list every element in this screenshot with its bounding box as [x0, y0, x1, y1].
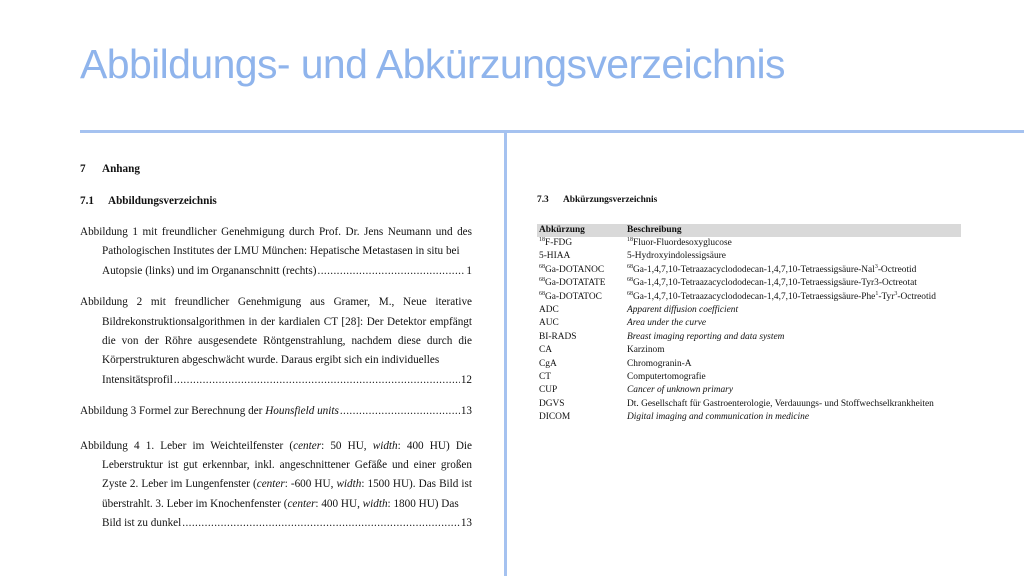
abbreviation-text: CA [539, 345, 553, 356]
abbreviation-text: AUC [539, 318, 559, 329]
dot-leader [318, 262, 466, 281]
abbreviation-cell [537, 264, 625, 277]
table-row [537, 291, 961, 304]
chapter-heading [80, 160, 472, 179]
superscript: 68 [627, 263, 633, 270]
section-heading [537, 195, 961, 205]
abbreviation-text: BI-RADS [539, 331, 577, 342]
description-text: 5-Hydroxyindolessigsäure [627, 251, 726, 262]
section-title: Abbildungsverzeichnis [108, 195, 217, 207]
description-cell [625, 398, 961, 411]
description-text: Breast imaging reporting and data system [627, 331, 785, 342]
description-text: Chromogranin-A [627, 358, 692, 369]
page-number: 12 [460, 373, 472, 386]
isotope-superscript: 68 [539, 290, 545, 297]
caption-segment: : 400 HU, [315, 497, 363, 510]
figure-caption-end: Bild ist zu dunkel [102, 517, 182, 530]
column-header-abbreviation: Abkürzung [537, 224, 625, 237]
superscript: 18 [627, 236, 633, 243]
description-cell [625, 304, 961, 317]
column-header-description: Beschreibung [625, 224, 961, 237]
description-cell [625, 384, 961, 397]
abbreviation-text: Ga-DOTATOC [545, 291, 602, 302]
dot-leader [340, 402, 460, 421]
figure-caption-end: Autopsie (links) und im Organanschnitt (rechts) [102, 264, 317, 277]
table-row [537, 250, 961, 263]
abbreviation-table [537, 224, 961, 425]
abbreviation-text: DGVS [539, 398, 565, 409]
figure-caption-end: Intensitätsprofil [102, 373, 173, 386]
abbreviation-cell [537, 317, 625, 330]
description-text: Area under the curve [627, 318, 707, 329]
figure-index-page [80, 160, 472, 546]
description-cell [625, 358, 961, 371]
description-text: Karzinom [627, 345, 665, 356]
section-number: 7.3 [537, 195, 549, 205]
abbreviation-index-page [537, 195, 961, 425]
abbreviation-text: Ga-DOTANOC [545, 264, 605, 275]
caption-segment-italic: center [293, 439, 322, 452]
abbreviation-text: Ga-DOTATATE [545, 278, 606, 289]
caption-segment: : 50 HU, [321, 439, 373, 452]
figure-label: Abbildung 4 [80, 439, 140, 452]
abbreviation-text: DICOM [539, 412, 571, 423]
figure-label: Abbildung 1 [80, 226, 138, 238]
column-divider [504, 131, 507, 576]
description-text: Cancer of unknown primary [627, 385, 733, 396]
figure-caption: mit freundlicher Genehmigung durch Prof. Dr. Jens Neumann und des Pathologischen Institutes der LMU München: Hepatische Metastasen in situ bei [102, 226, 472, 258]
abbreviation-cell [537, 398, 625, 411]
table-header-row [537, 224, 961, 237]
chapter-title: Anhang [102, 163, 140, 175]
caption-segment: : 1800 HU) Das [387, 497, 459, 510]
table-row [537, 411, 961, 424]
figure-caption: mit freundlicher Genehmigung aus Gramer, M., Neue iterative Bildrekonstruktionsalgorithmen in der kardialen CT [28]: Der Detektor empfängt die von der Röhre ausgesendete Röntgenstrahlung, nachdem diese durch die Körperstrukturen abgeschwächt wurde. Daraus ergibt sich ein individuelles [102, 296, 473, 367]
abbreviation-cell [537, 344, 625, 357]
figure-caption [80, 402, 339, 421]
description-cell [625, 237, 961, 250]
description-cell [625, 344, 961, 357]
table-row [537, 371, 961, 384]
abbreviation-cell [537, 331, 625, 344]
table-row [537, 344, 961, 357]
table-row [537, 358, 961, 371]
caption-segment: : 1500 HU). Das Bild ist überstrahlt. 3. Leber im Knochenfenster ( [102, 478, 472, 510]
superscript: 68 [627, 277, 633, 284]
superscript: 3 [874, 263, 878, 270]
description-text: Ga-1,4,7,10-Tetraazacyclododecan-1,4,7,10-Tetraessigsäure-Tyr3-Octreotat [633, 278, 917, 289]
abbreviation-text: CT [539, 372, 551, 383]
table-row [537, 304, 961, 317]
caption-segment-italic: width [362, 497, 388, 510]
description-text: Digital imaging and communication in medicine [627, 412, 810, 423]
dot-leader [182, 514, 460, 533]
caption-segment-italic: width [336, 478, 362, 491]
description-cell [625, 250, 961, 263]
description-cell [625, 411, 961, 424]
description-text: -Octreotid [897, 291, 936, 302]
abbreviation-text: CUP [539, 385, 558, 396]
figure-caption-text: Abbildung 3 Formel zur Berechnung der [80, 405, 266, 418]
description-text: Dt. Gesellschaft für Gastroenterologie, Verdauungs- und Stoffwechselkrankheiten [627, 398, 934, 409]
abbreviation-text: 5-HIAA [539, 251, 571, 262]
description-text: Computertomografie [627, 372, 706, 383]
abbreviation-cell [537, 250, 625, 263]
description-cell [625, 264, 961, 277]
figure-label: Abbildung 2 [80, 296, 143, 309]
caption-segment-italic: center [256, 478, 285, 491]
isotope-superscript: 68 [539, 263, 545, 270]
abbreviation-cell [537, 304, 625, 317]
caption-segment-italic: width [372, 439, 398, 452]
section-number: 7.1 [80, 195, 94, 207]
description-cell [625, 331, 961, 344]
superscript: 1 [875, 290, 879, 297]
abbreviation-text: ADC [539, 305, 559, 316]
abbreviation-cell [537, 358, 625, 371]
abbreviation-text: CgA [539, 358, 557, 369]
table-row [537, 237, 961, 250]
table-row [537, 264, 961, 277]
caption-segment: 1. Leber im Weichteilfenster ( [139, 439, 294, 452]
table-row [537, 331, 961, 344]
abbreviation-cell [537, 384, 625, 397]
description-cell [625, 277, 961, 290]
table-row [537, 398, 961, 411]
description-cell [625, 317, 961, 330]
abbreviation-cell [537, 291, 625, 304]
description-cell [625, 371, 961, 384]
abbreviation-cell [537, 411, 625, 424]
superscript: 3 [894, 290, 898, 297]
caption-segment: : 400 HU) Die Leberstruktur ist gut erkennbar, inkl. angeschnittener Gefäße und einer großen Zyste 2. Leber im Lungenfenster ( [102, 439, 472, 491]
abbreviation-text: F-FDG [545, 238, 573, 248]
figure-entry-4[interactable] [80, 437, 472, 534]
caption-segment-italic: center [287, 497, 316, 510]
figure-caption-italic: Hounsfield units [265, 405, 339, 418]
description-text: Ga-1,4,7,10-Tetraazacyclododecan-1,4,7,10-Tetraessigsäure-Nal [633, 264, 875, 275]
abbreviation-cell [537, 371, 625, 384]
superscript: 68 [627, 290, 633, 297]
abbreviation-cell [537, 237, 625, 250]
slide-title: Abbildungs- und Abkürzungsverzeichnis [80, 41, 785, 87]
abbreviation-cell [537, 277, 625, 290]
page-number: 13 [460, 517, 472, 530]
title-divider [80, 130, 1024, 133]
description-text: Fluor-Fluordesoxyglucose [633, 238, 732, 248]
isotope-superscript: 68 [539, 277, 545, 284]
table-row [537, 277, 961, 290]
description-text: Ga-1,4,7,10-Tetraazacyclododecan-1,4,7,10-Tetraessigsäure-Phe [633, 291, 876, 302]
description-text: -Tyr [878, 291, 895, 302]
description-cell [625, 291, 961, 304]
description-text: -Octreotid [877, 264, 917, 275]
isotope-superscript: 18 [539, 236, 545, 243]
table-row [537, 384, 961, 397]
page-number: 13 [460, 405, 472, 418]
table-row [537, 317, 961, 330]
section-heading [80, 192, 472, 211]
figure-entry-3[interactable] [80, 402, 472, 421]
figure-entry-2[interactable] [80, 293, 472, 390]
chapter-number: 7 [80, 163, 86, 175]
description-text: Apparent diffusion coefficient [627, 305, 739, 316]
caption-segment: : -600 HU, [284, 478, 337, 491]
page-number: 1 [466, 264, 472, 277]
figure-entry-1[interactable] [80, 223, 472, 281]
dot-leader [174, 371, 460, 390]
section-title: Abkürzungsverzeichnis [563, 195, 658, 205]
